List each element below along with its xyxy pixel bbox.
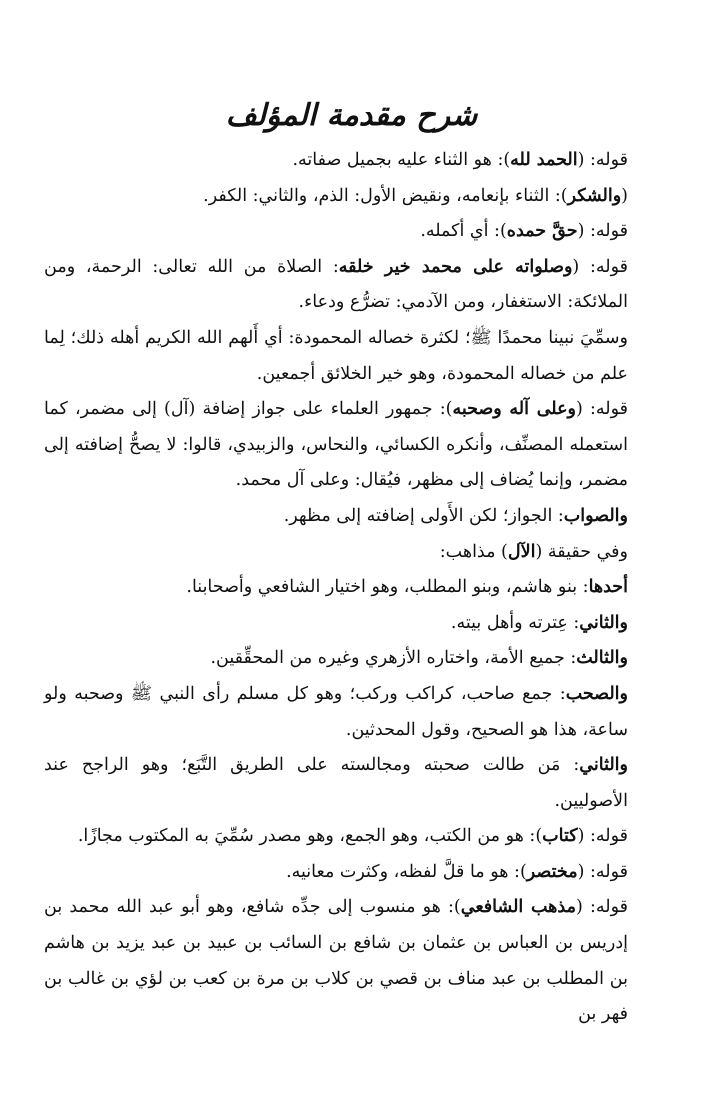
paragraph-p14 xyxy=(44,819,658,855)
paragraph-text: : جميع الأمة، واختاره الأزهري وغيره من المحقِّقين. xyxy=(210,648,577,669)
paragraph-text: قوله: ( xyxy=(572,256,628,277)
paragraph-text: : عِترته وأهل بيته. xyxy=(450,612,580,633)
paragraph-text: وفي حقيقة ( xyxy=(535,541,628,562)
section-title: شرح مقدمة المؤلف xyxy=(225,98,478,133)
paragraph-text: قوله: ( xyxy=(575,399,628,420)
paragraph-text: قوله: ( xyxy=(577,861,628,882)
paragraph-text: ) مذاهب: xyxy=(439,541,508,562)
bold-term: والثالث xyxy=(576,648,628,669)
paragraph-p15 xyxy=(44,855,658,891)
bold-term: حقَّ حمده xyxy=(506,221,578,242)
page-body-text xyxy=(44,143,658,1033)
bold-term: وصلواته على محمد خير خلقه xyxy=(338,256,573,277)
paragraph-p2 xyxy=(44,179,658,215)
paragraph-text: : الجواز؛ لكن الأَولى إضافته إلى مظهر. xyxy=(283,505,564,526)
paragraph-text: قوله: ( xyxy=(577,150,628,170)
paragraph-text: قوله: ( xyxy=(577,221,628,242)
bold-term: الحمد لله xyxy=(510,150,578,170)
paragraph-text: ( xyxy=(621,185,628,206)
bold-term: والصواب xyxy=(563,505,628,526)
bold-term: أحدها xyxy=(588,577,628,598)
paragraph-text: وسمِّيَ نبينا محمدًا ﷺ؛ لكثرة خصاله المحمودة: أي أَلهم الله الكريم أهله ذلك؛ لِما علم من خصاله المحمودة، وهو خير الخلائق أجمعين. xyxy=(44,327,628,384)
paragraph-p13 xyxy=(44,748,658,819)
paragraph-text: ): جمهور العلماء على جواز إضافة (آل) إلى مضمر، كما استعمله المصنِّف، وأنكره الكسائي، والنحاس، والزبيدي، قالوا: لا يصحُّ إضافته إلى مضمر، وإنما يُضاف إلى مظهر، فيُقال: وعلى آل محمد. xyxy=(44,399,628,491)
paragraph-p6 xyxy=(44,392,658,499)
bold-term: والثاني xyxy=(579,755,628,776)
bold-term: والثاني xyxy=(579,612,628,633)
bold-term: والصحب xyxy=(565,683,628,704)
paragraph-p5 xyxy=(44,321,658,392)
paragraph-text: : جمع صاحب، كراكب وركب؛ وهو كل مسلم رأى النبي ﷺ وصحبه ولو ساعة، هذا هو الصحيح، وقول المحدثين. xyxy=(44,683,628,740)
paragraph-text: ): هو منسوب إلى جدِّه شافع، وهو أبو عبد الله محمد بن إدريس بن العباس بن عثمان بن شافع بن السائب بن عبيد بن عبد يزيد بن هاشم بن المطلب بن عبد مناف بن قصي بن كلاب بن مرة بن كعب بن لؤي بن غالب بن فهر بن xyxy=(44,897,628,1025)
paragraph-p3 xyxy=(44,214,658,250)
paragraph-p16 xyxy=(44,890,658,1032)
paragraph-text: قوله: ( xyxy=(575,897,628,918)
paragraph-p7 xyxy=(44,499,658,535)
paragraph-text: ): هو ما قلَّ لفظه، وكثرت معانيه. xyxy=(286,861,527,882)
paragraph-p11 xyxy=(44,641,658,677)
bold-term: كتاب xyxy=(542,826,578,847)
paragraph-text: : مَن طالت صحبته ومجالسته على الطريق التَّبَع؛ وهو الراجح عند الأصوليين. xyxy=(44,755,628,811)
paragraph-p1 xyxy=(44,143,658,179)
paragraph-text: ): هو الثناء عليه بجميل صفاته. xyxy=(292,150,511,170)
bold-term: والشكر xyxy=(567,185,622,206)
bold-term: مختصر xyxy=(526,861,578,882)
bold-term: الآل xyxy=(507,541,536,562)
paragraph-p8 xyxy=(44,535,658,571)
paragraph-text: : الصلاة من الله تعالى: الرحمة، ومن الملائكة: الاستغفار، ومن الآدمي: تضرُّع ودعاء. xyxy=(44,256,628,313)
paragraph-text: قوله: ( xyxy=(577,826,628,847)
paragraph-text: : بنو هاشم، وبنو المطلب، وهو اختيار الشافعي وأصحابنا. xyxy=(186,577,589,598)
paragraph-text: ): الثناء بإنعامه، ونقيض الأول: الذم، والثاني: الكفر. xyxy=(203,185,568,206)
paragraph-p4 xyxy=(44,250,658,321)
paragraph-text: ): أي أكمله. xyxy=(420,221,507,242)
bold-term: وعلى آله وصحبه xyxy=(452,399,576,420)
paragraph-p12 xyxy=(44,677,658,748)
paragraph-text: ): هو من الكتب، وهو الجمع، وهو مصدر سُمِّيَ به المكتوب مجازًا. xyxy=(77,826,543,847)
paragraph-p10 xyxy=(44,606,658,642)
bold-term: مذهب الشافعي xyxy=(460,897,576,918)
paragraph-p9 xyxy=(44,570,658,606)
